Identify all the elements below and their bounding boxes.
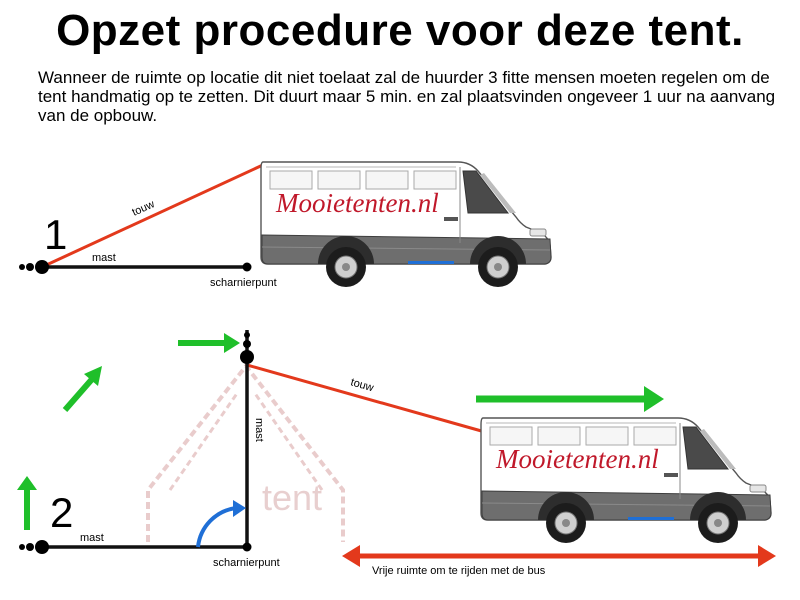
intro-text: Wanneer de ruimte op locatie dit niet toelaat zal de huurder 3 fitte mensen moeten regelen om de tent handmatig op te zetten. Dit duurt maar 5 min. en zal plaatsvinden ongeveer 1 uur na aanvang van de opbouw. bbox=[38, 68, 776, 125]
step-number-2: 2 bbox=[50, 489, 74, 536]
arrow-up-icon bbox=[17, 476, 37, 530]
mast-label-vertical: mast bbox=[253, 418, 265, 442]
mast-label-1: mast bbox=[92, 252, 116, 264]
hinge-dot-1 bbox=[243, 263, 252, 272]
rope-line-2 bbox=[247, 365, 485, 432]
van-brand-2: Mooietenten.nl bbox=[496, 444, 659, 474]
arrow-right-small-icon bbox=[178, 333, 240, 353]
rope-line-1 bbox=[42, 164, 265, 267]
mast-base-dot-1 bbox=[35, 260, 49, 274]
page-title: Opzet procedure voor deze tent. bbox=[56, 6, 744, 55]
mast-top-dot-2b bbox=[243, 340, 251, 348]
rope-label-1: touw bbox=[130, 198, 157, 219]
hinge-dot-2 bbox=[243, 543, 252, 552]
mast-end-dot-2a bbox=[26, 543, 34, 551]
hinge-label-2: scharnierpunt bbox=[213, 557, 280, 569]
mast-top-dot-2a bbox=[244, 332, 250, 338]
rope-label-2: touw bbox=[349, 376, 375, 395]
arrow-right-large-icon bbox=[476, 386, 664, 412]
mast-end-dot-1b bbox=[19, 264, 25, 270]
rotation-arrowhead-icon bbox=[233, 500, 246, 517]
mast-end-dot-1a bbox=[26, 263, 34, 271]
van-brand-1: Mooietenten.nl bbox=[276, 188, 439, 218]
drive-space-label: Vrije ruimte om te rijden met de bus bbox=[372, 565, 546, 577]
step-number-1: 1 bbox=[44, 211, 68, 258]
van-1 bbox=[261, 162, 551, 287]
mast-top-dot-2c bbox=[240, 350, 254, 364]
van-2 bbox=[481, 418, 771, 543]
rotation-arrow-icon bbox=[198, 508, 236, 547]
tent-label: tent bbox=[262, 477, 323, 518]
mast-base-dot-2 bbox=[35, 540, 49, 554]
arrow-diagonal-icon bbox=[65, 366, 102, 410]
mast-end-dot-2b bbox=[19, 544, 25, 550]
drive-space-arrow-icon bbox=[342, 545, 776, 567]
mast-label-horizontal: mast bbox=[80, 532, 104, 544]
hinge-label-1: scharnierpunt bbox=[210, 277, 277, 289]
